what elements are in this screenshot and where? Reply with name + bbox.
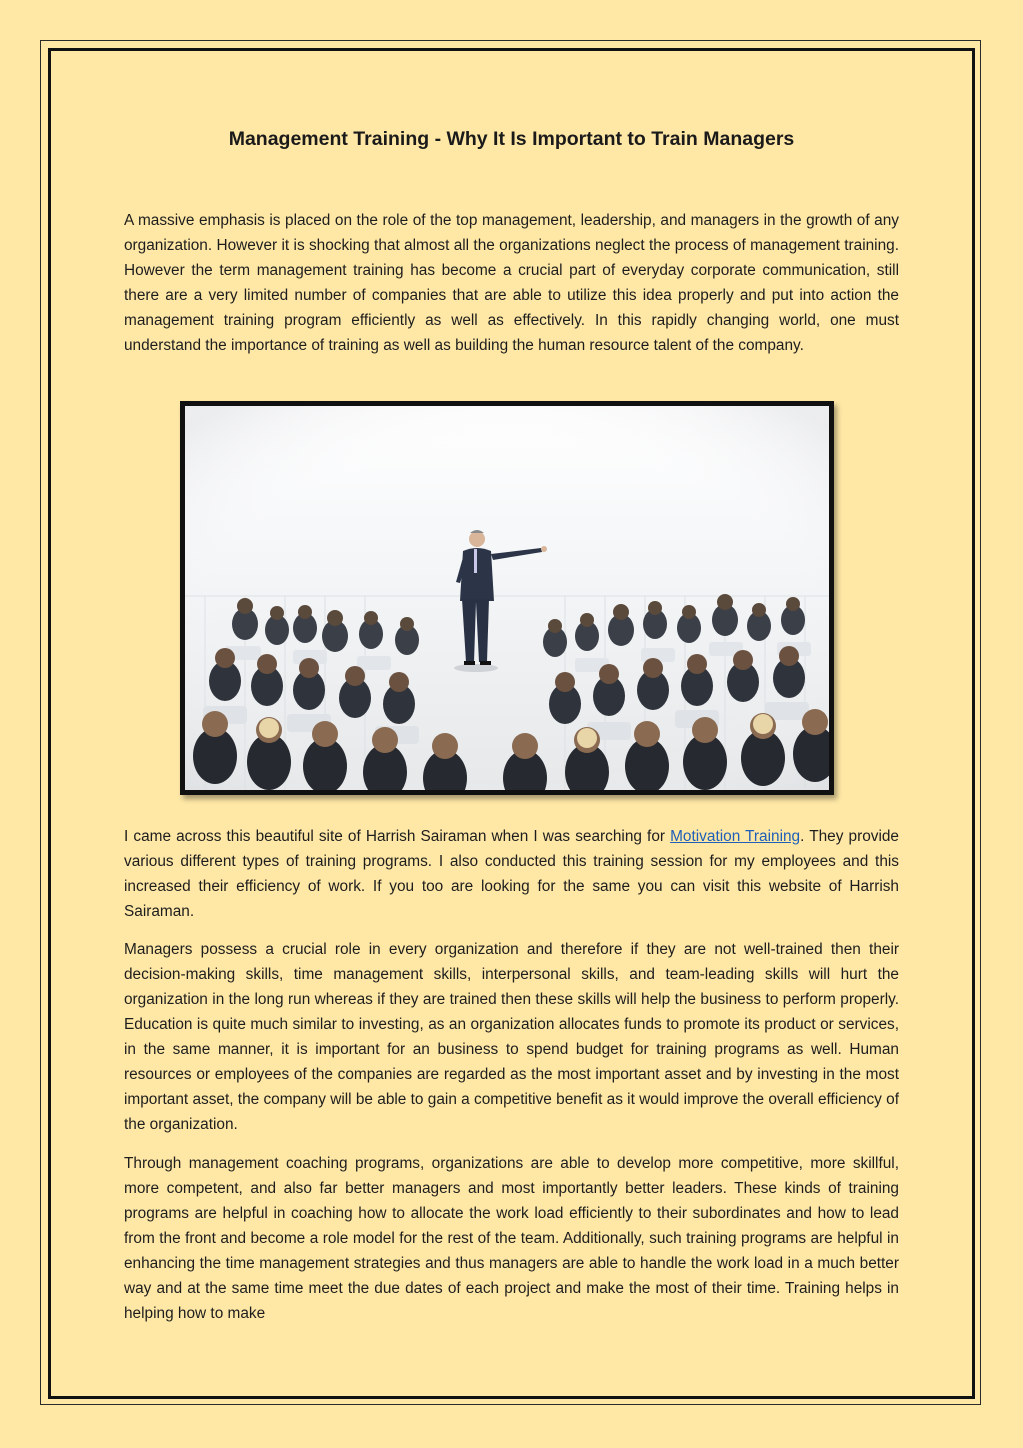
paragraph-motivation-text-start: I came across this beautiful site of Harrish Sairaman when I was searching for (124, 828, 671, 845)
paragraph-managers-role: Managers possess a crucial role in every organization and therefore if they are not well-trained then their decision-making skills, time management skills, interpersonal skills, and team-leading skills will hurt the organization in the long run whereas if they are trained then these skills will help the business to perform properly. Education is quite much similar to investing, as an organization allocates funds to promote its product or services, in the same manner, it is important for an business to spend budget for training programs as well. Human resources or employees of the companies are regarded as the most important asset and by investing in the most important asset, the company will be able to gain a competitive benefit as it would improve the overall efficiency of the organization. (124, 941, 899, 1133)
training-seminar-photo (180, 401, 834, 795)
motivation-training-link[interactable]: Motivation Training (670, 828, 801, 845)
paragraph-intro: A massive emphasis is placed on the role of the top management, leadership, and managers in the growth of any organization. However it is shocking that almost all the organizations neglect the process of management training. However the term management training has become a crucial part of everyday corporate communication, still there are a very limited number of companies that are able to utilize this idea properly and put into action the management training program efficiently as well as effectively. In this rapidly changing world, one must understand the importance of training as well as building the human resource talent of the company. (124, 212, 899, 354)
document-title: Management Training - Why It Is Important to Train Managers (228, 128, 795, 150)
paragraph-motivation (124, 824, 899, 924)
paragraph-coaching-programs: Through management coaching programs, organizations are able to develop more competitive, more skillful, more competent, and also far better managers and most importantly better leaders. These kinds of training programs are helpful in coaching how to allocate the work load efficiently to their subordinates and how to lead from the front and become a role model for the rest of the team. Additionally, such training programs are helpful in enhancing the time management strategies and thus managers are able to handle the work load in a much better way and at the same time meet the due dates of each project and make the most of their time. Training helps in helping how to make (124, 1155, 899, 1322)
paragraph-motivation-text-end: . They provide various different types of training programs. I also conducted this training session for my employees and this increased their efficiency of work. If you too are looking for the same you can visit this website of Harrish Sairaman. (124, 828, 899, 920)
